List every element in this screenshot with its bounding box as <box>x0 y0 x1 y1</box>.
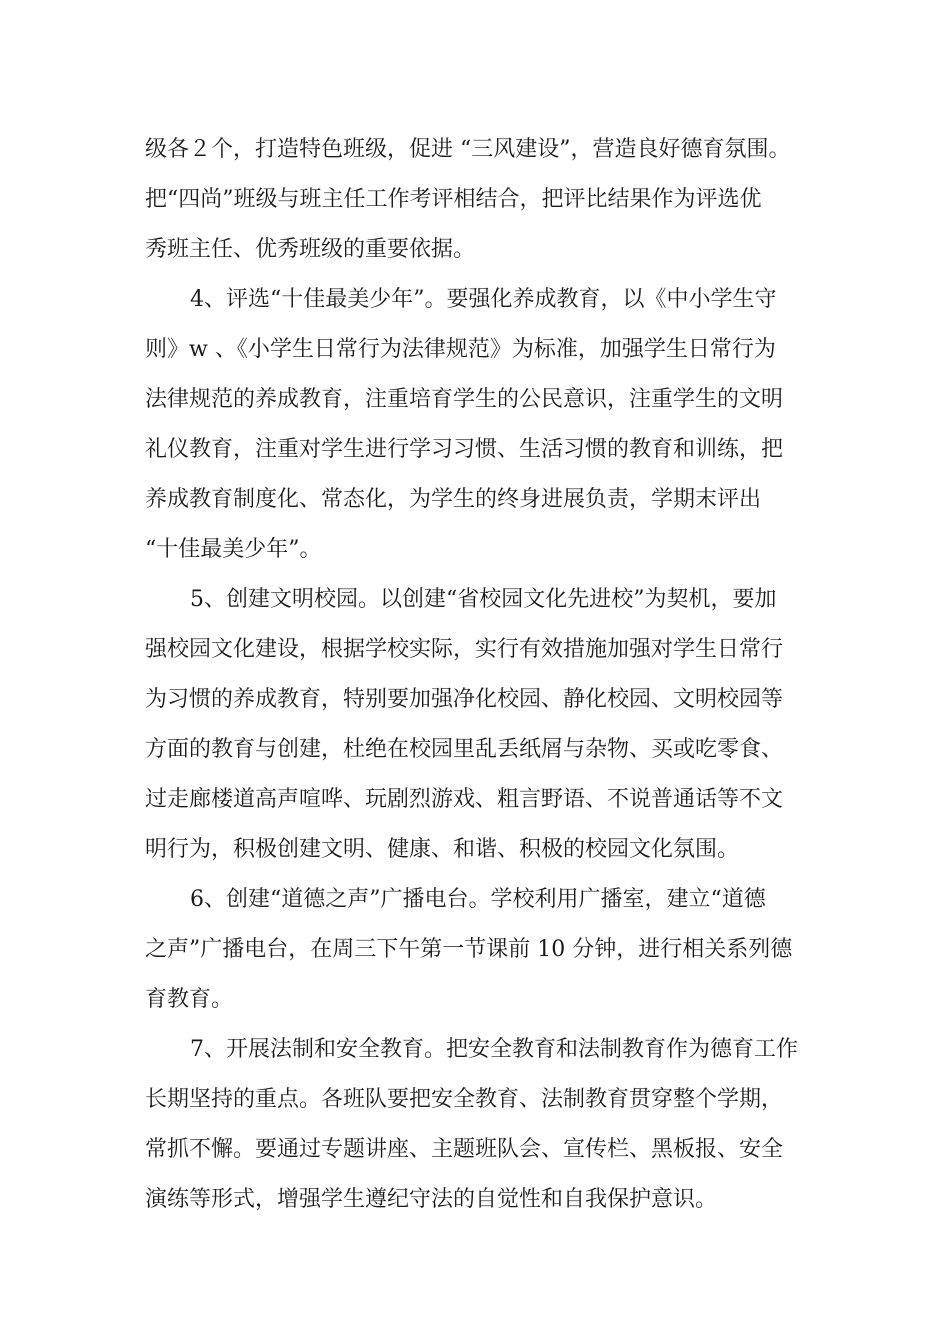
text-line: 过走廊楼道高声喧哗、玩剧烈游戏、粗言野语、不说普通话等不文 <box>145 787 784 812</box>
text-line: 为习惯的养成教育，特别要加强净化校园、静化校园、文明校园等 <box>145 687 784 712</box>
text-line: 4、评选“十佳最美少年”。要强化养成教育，以《中小学生守 <box>190 287 777 312</box>
text-line: 常抓不懈。要通过专题讲座、主题班队会、宣传栏、黑板报、安全 <box>145 1137 784 1162</box>
text-line: 长期坚持的重点。各班队要把安全教育、法制教育贯穿整个学期， <box>145 1087 784 1112</box>
text-line: 之声”广播电台，在周三下午第一节课前 10 分钟，进行相关系列德 <box>145 937 793 962</box>
text-line: 明行为，积极创建文明、健康、和谐、积极的校园文化氛围。 <box>145 837 740 862</box>
text-line: 演练等形式，增强学生遵纪守法的自觉性和自我保护意识。 <box>145 1187 718 1212</box>
text-line: 则》w 、《小学生日常行为法律规范》为标准，加强学生日常行为 <box>145 337 776 362</box>
text-line: 5、创建文明校园。以创建“省校园文化先进校”为契机，要加 <box>190 587 777 612</box>
text-line: 7、开展法制和安全教育。把安全教育和法制教育作为德育工作 <box>190 1037 798 1062</box>
text-line: “十佳最美少年”。 <box>145 537 322 562</box>
text-line: 6、创建“道德之声”广播电台。学校利用广播室，建立“道德 <box>190 887 766 912</box>
text-line: 礼仪教育，注重对学生进行学习习惯、生活习惯的教育和训练，把 <box>145 437 784 462</box>
text-line: 强校园文化建设，根据学校实际，实行有效措施加强对学生日常行 <box>145 637 784 662</box>
text-line: 养成教育制度化、常态化，为学生的终身进展负责，学期末评出 <box>145 487 762 512</box>
text-line: 育教育。 <box>145 987 234 1012</box>
text-line: 级各２个，打造特色班级，促进 “三风建设”，营造良好德育氛围。 <box>145 137 791 162</box>
text-line: 把“四尚”班级与班主任工作考评相结合，把评比结果作为评选优 <box>145 187 762 212</box>
text-line: 法律规范的养成教育，注重培育学生的公民意识，注重学生的文明 <box>145 387 784 412</box>
text-line: 秀班主任、优秀班级的重要依据。 <box>145 237 476 262</box>
text-line: 方面的教育与创建，杜绝在校园里乱丢纸屑与杂物、买或吃零食、 <box>145 737 784 762</box>
